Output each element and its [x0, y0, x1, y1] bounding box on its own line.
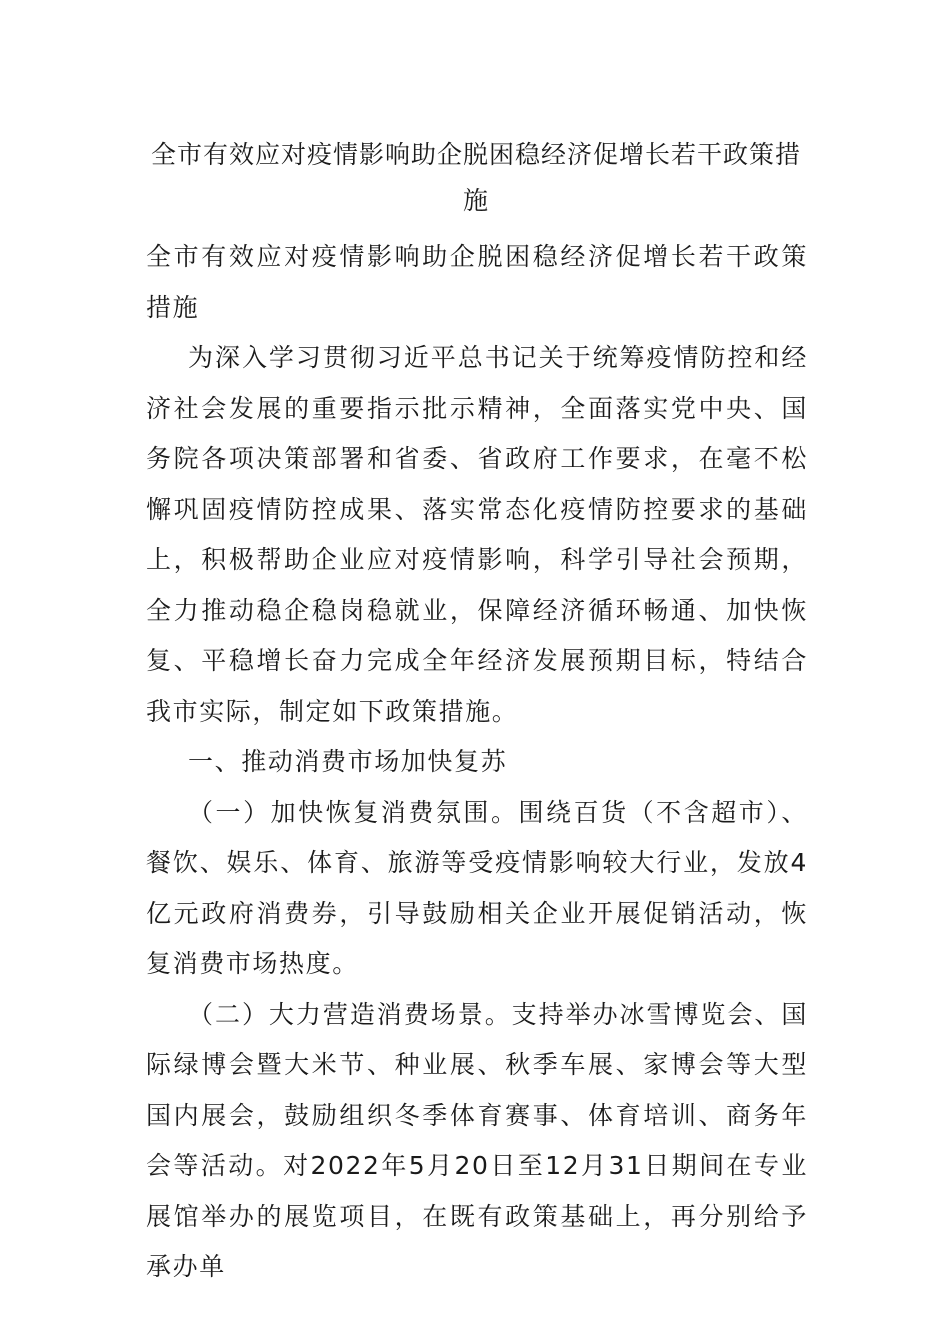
intro-paragraph: 为深入学习贯彻习近平总书记关于统筹疫情防控和经济社会发展的重要指示批示精神，全面落实党中央、国务院各项决策部署和省委、省政府工作要求，在毫不松懈巩固疫情防控成果、落实常态化疫情防控要求的基础上，积极帮助企业应对疫情影响，科学引导社会预期，全力推动稳企稳岗稳就业，保障经济循环畅通、加快恢复、平稳增长奋力完成全年经济发展预期目标，特结合我市实际，制定如下政策措施。: [146, 343, 808, 726]
section-heading: 一、推动消费市场加快复苏: [188, 747, 508, 776]
document-subtitle: 全市有效应对疫情影响助企脱困稳经济促增长若干政策措施: [146, 242, 808, 322]
policy-item-2: （二）大力营造消费场景。支持举办冰雪博览会、国际绿博会暨大米节、种业展、秋季车展、家博会等大型国内展会，鼓励组织冬季体育赛事、体育培训、商务年会等活动。对2022年5月20日至12月31日期间在专业展馆举办的展览项目，在既有政策基础上，再分别给予承办单: [146, 999, 808, 1281]
document-body: [146, 232, 808, 1293]
document-title-line2: 施: [462, 186, 489, 215]
policy-item-1: （一）加快恢复消费氛围。围绕百货（不含超市）、餐饮、娱乐、体育、旅游等受疫情影响较大行业，发放4亿元政府消费券，引导鼓励相关企业开展促销活动，恢复消费市场热度。: [146, 797, 808, 978]
document-title-line1: 全市有效应对疫情影响助企脱困稳经济促增长若干政策措: [150, 140, 801, 169]
